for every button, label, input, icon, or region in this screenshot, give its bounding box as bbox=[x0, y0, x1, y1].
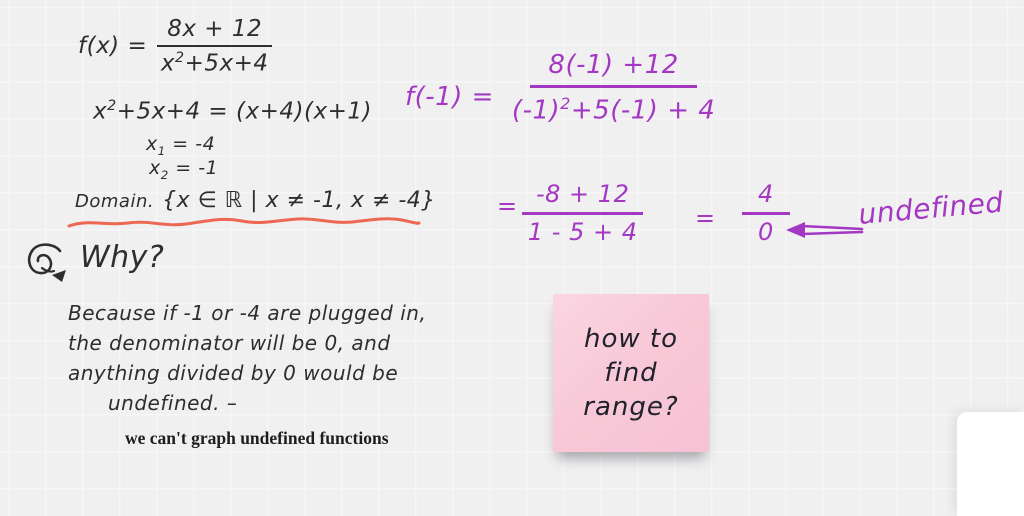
white-card[interactable] bbox=[957, 412, 1024, 516]
fx-denominator: $x^2+5x+4$ bbox=[160, 50, 269, 77]
fx-numerator: 8x + 12 bbox=[157, 16, 272, 47]
evaluation-frac1-numerator: 8(-1) +12 bbox=[530, 50, 696, 88]
root-x1: $x_1 = -4$ bbox=[146, 133, 216, 158]
root-x2: $x_2 = -1$ bbox=[149, 157, 219, 182]
fx-fraction bbox=[157, 16, 272, 77]
equation-factoring: $x^2+5x+4 = (x+4)(x+1)$ bbox=[93, 98, 372, 125]
explanation-line: undefined. – bbox=[108, 391, 238, 415]
evaluation-frac1-denominator: $(-1)^2+5(-1) + 4$ bbox=[511, 94, 716, 126]
undefined-label: undefined bbox=[857, 185, 1005, 231]
red-wavy-underline bbox=[66, 212, 422, 232]
evaluation-fraction-2 bbox=[522, 180, 643, 246]
evaluation-equals-3: = bbox=[695, 204, 716, 232]
domain-set: {x ∈ ℝ | x ≠ -1, x ≠ -4} bbox=[162, 188, 436, 213]
explanation-paragraph bbox=[68, 298, 426, 418]
domain-statement bbox=[75, 188, 436, 213]
evaluation-fraction-3 bbox=[742, 180, 790, 246]
evaluation-frac3-denominator: 0 bbox=[758, 218, 774, 246]
sticky-note-line: range? bbox=[583, 392, 679, 422]
explanation-line: Because if -1 or -4 are plugged in, bbox=[68, 301, 427, 325]
evaluation-fraction-1 bbox=[512, 50, 715, 126]
evaluation-equals-2: = bbox=[497, 192, 518, 220]
fx-lhs: f(x) = bbox=[78, 33, 148, 60]
equation-fx-definition bbox=[78, 16, 272, 77]
evaluation-f-of-neg1 bbox=[405, 50, 715, 126]
left-arrow-icon bbox=[786, 220, 864, 240]
sticky-note-line: how to bbox=[583, 324, 679, 354]
evaluation-frac3-numerator: 4 bbox=[742, 180, 790, 215]
explanation-line: the denominator will be 0, and bbox=[68, 331, 391, 355]
evaluation-frac2-numerator: -8 + 12 bbox=[522, 180, 643, 215]
domain-label: Domain. bbox=[75, 191, 155, 212]
evaluation-lhs: f(-1) = bbox=[405, 81, 494, 112]
sticky-note-line: find bbox=[604, 358, 658, 388]
why-heading: Why? bbox=[80, 240, 165, 275]
explanation-line: anything divided by 0 would be bbox=[68, 361, 399, 385]
sticky-note-range[interactable] bbox=[553, 294, 709, 452]
typed-bold-note: we can't graph undefined functions bbox=[125, 428, 389, 448]
evaluation-frac2-denominator: 1 - 5 + 4 bbox=[527, 218, 638, 246]
spiral-arrow-doodle-icon bbox=[24, 242, 74, 286]
